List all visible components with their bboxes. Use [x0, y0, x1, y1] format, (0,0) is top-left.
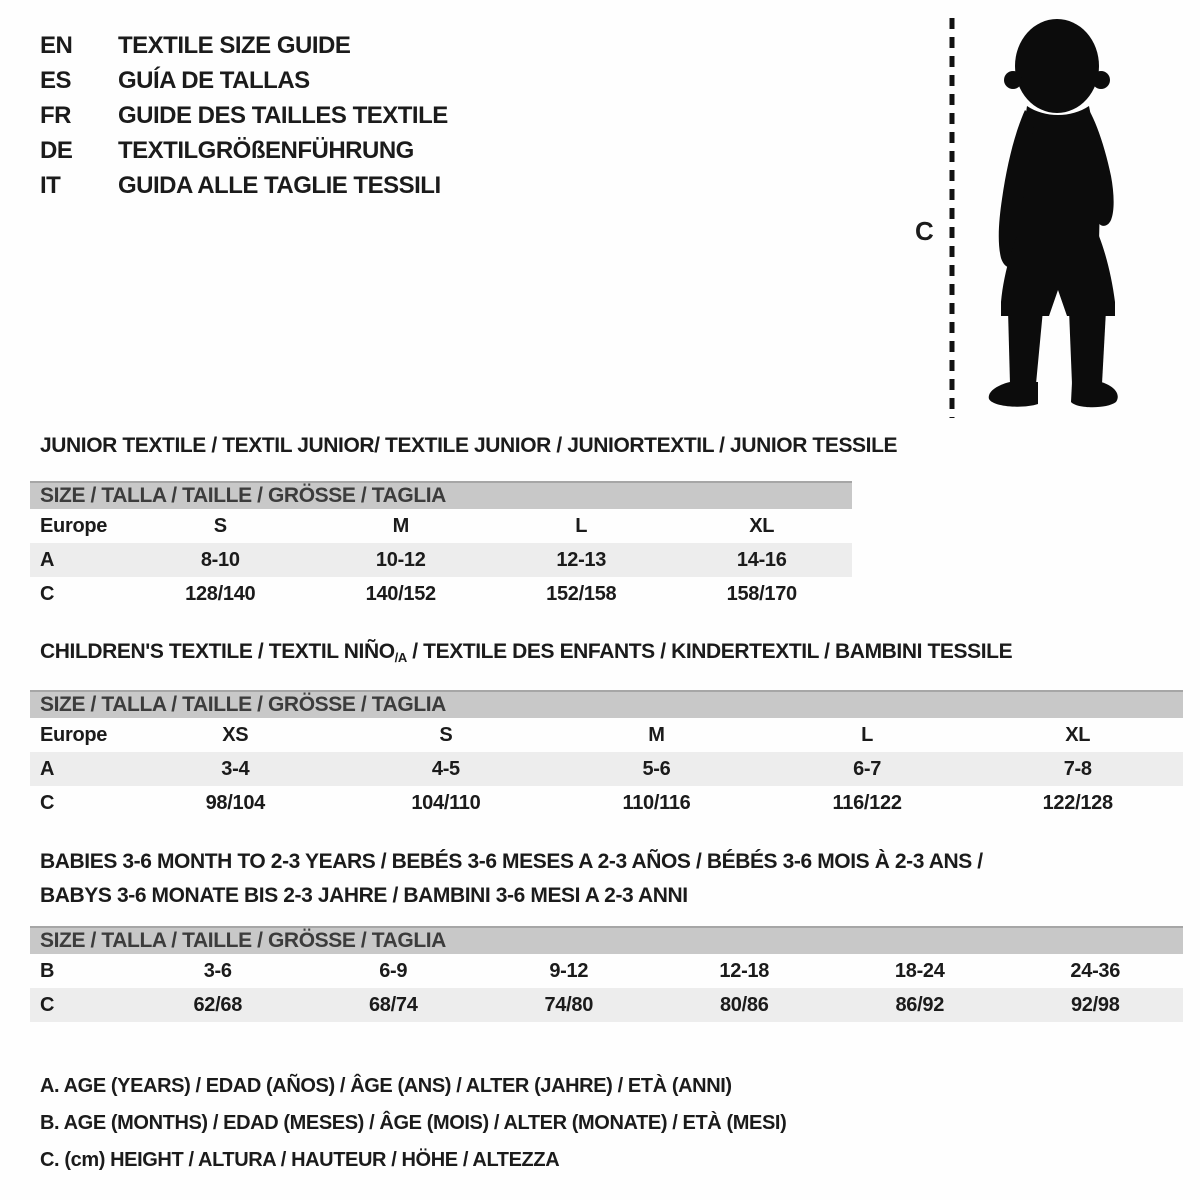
children-title-suffix: / TEXTILE DES ENFANTS / KINDERTEXTIL / BAMBINI TESSILE [406, 640, 1013, 663]
guide-title-es: GUÍA DE TALLAS [118, 66, 310, 94]
size-cell: 152/158 [546, 582, 617, 605]
language-row [40, 98, 448, 133]
language-code: IT [40, 171, 61, 199]
size-cell: 5-6 [642, 757, 671, 780]
children-title-subscript: /A [394, 650, 407, 665]
children-size-table [30, 690, 1183, 820]
size-cell: 158/170 [726, 582, 797, 605]
size-cell: 140/152 [365, 582, 436, 605]
table-row [30, 577, 852, 611]
babies-section-title-line1: BABIES 3-6 MONTH TO 2-3 YEARS / BEBÉS 3-6 MESES A 2-3 AÑOS / BÉBÉS 3-6 MOIS À 2-3 ANS / [40, 850, 983, 873]
toddler-silhouette-image [905, 12, 1165, 424]
table-row [30, 954, 1183, 988]
measure-legend [40, 1068, 786, 1179]
size-cell: 68/74 [368, 993, 418, 1016]
size-cell: 9-12 [549, 959, 589, 982]
size-cell: L [861, 723, 874, 746]
size-cell: 18-24 [894, 959, 945, 982]
language-code: FR [40, 101, 71, 129]
language-code: DE [40, 136, 73, 164]
size-cell: L [575, 514, 588, 537]
size-figure [905, 12, 1165, 424]
size-cell: 7-8 [1063, 757, 1092, 780]
row-label: C [40, 582, 55, 605]
language-row [40, 168, 448, 203]
size-cell: 12-18 [719, 959, 770, 982]
legend-line-c: C. (cm) HEIGHT / ALTURA / HAUTEUR / HÖHE / ALTEZZA [40, 1149, 560, 1171]
children-title-prefix: CHILDREN'S TEXTILE / TEXTIL NIÑO [40, 640, 395, 663]
size-cell: 6-7 [853, 757, 882, 780]
size-cell: XL [1065, 723, 1091, 746]
row-label: Europe [40, 723, 108, 746]
size-cell: 86/92 [895, 993, 945, 1016]
guide-title-en: TEXTILE SIZE GUIDE [118, 31, 351, 59]
size-cell: 110/116 [622, 791, 691, 814]
guide-title-fr: GUIDE DES TAILLES TEXTILE [118, 101, 448, 129]
table-row [30, 752, 1183, 786]
size-cell: 92/98 [1070, 993, 1120, 1016]
row-label: A [40, 757, 55, 780]
guide-title-it: GUIDA ALLE TAGLIE TESSILI [118, 171, 441, 199]
size-cell: 6-9 [379, 959, 408, 982]
size-cell: 12-13 [556, 548, 607, 571]
size-header-bar: SIZE / TALLA / TAILLE / GRÖSSE / TAGLIA [30, 481, 852, 509]
size-cell: 80/86 [719, 993, 769, 1016]
size-cell: 24-36 [1070, 959, 1121, 982]
size-cell: 128/140 [185, 582, 256, 605]
size-cell: 74/80 [544, 993, 594, 1016]
size-cell: 62/68 [193, 993, 243, 1016]
size-cell: S [213, 514, 227, 537]
size-cell: 104/110 [411, 791, 481, 814]
size-cell: 14-16 [736, 548, 787, 571]
size-cell: 10-12 [375, 548, 426, 571]
babies-size-table [30, 926, 1183, 1022]
junior-size-table [30, 481, 852, 611]
size-cell: 122/128 [1042, 791, 1113, 814]
language-row [40, 28, 448, 63]
size-cell: 3-6 [203, 959, 232, 982]
table-row [30, 509, 852, 543]
row-label: B [40, 959, 55, 982]
size-cell: 3-4 [221, 757, 250, 780]
size-cell: XS [222, 723, 249, 746]
babies-section-title-line2: BABYS 3-6 MONATE BIS 2-3 JAHRE / BAMBINI 3-6 MESI A 2-3 ANNI [40, 884, 688, 907]
size-cell: M [392, 514, 409, 537]
row-label: C [40, 791, 55, 814]
legend-line-a: A. AGE (YEARS) / EDAD (AÑOS) / ÂGE (ANS) / ALTER (JAHRE) / ETÀ (ANNI) [40, 1075, 732, 1097]
language-code: ES [40, 66, 72, 94]
size-header-bar: SIZE / TALLA / TAILLE / GRÖSSE / TAGLIA [30, 690, 1183, 718]
junior-section-title: JUNIOR TEXTILE / TEXTIL JUNIOR/ TEXTILE JUNIOR / JUNIORTEXTIL / JUNIOR TESSILE [40, 434, 898, 457]
size-cell: XL [749, 514, 775, 537]
language-header [40, 28, 448, 203]
language-row [40, 63, 448, 98]
row-label: C [40, 993, 55, 1016]
table-row [30, 718, 1183, 752]
legend-line-b: B. AGE (MONTHS) / EDAD (MESES) / ÂGE (MOIS) / ALTER (MONATE) / ETÀ (MESI) [40, 1112, 787, 1134]
size-cell: 116/122 [832, 791, 902, 814]
table-row [30, 988, 1183, 1022]
table-row [30, 786, 1183, 820]
guide-title-de: TEXTILGRÖßENFÜHRUNG [118, 136, 414, 164]
children-section-title [40, 640, 1012, 665]
size-cell: 98/104 [205, 791, 265, 814]
language-code: EN [40, 31, 73, 59]
height-measure-label: C [915, 216, 934, 246]
size-header-bar: SIZE / TALLA / TAILLE / GRÖSSE / TAGLIA [30, 926, 1183, 954]
row-label: A [40, 548, 55, 571]
size-cell: S [439, 723, 453, 746]
table-row [30, 543, 852, 577]
row-label: Europe [40, 514, 108, 537]
size-cell: 4-5 [431, 757, 460, 780]
size-cell: 8-10 [200, 548, 240, 571]
language-row [40, 133, 448, 168]
size-cell: M [648, 723, 665, 746]
